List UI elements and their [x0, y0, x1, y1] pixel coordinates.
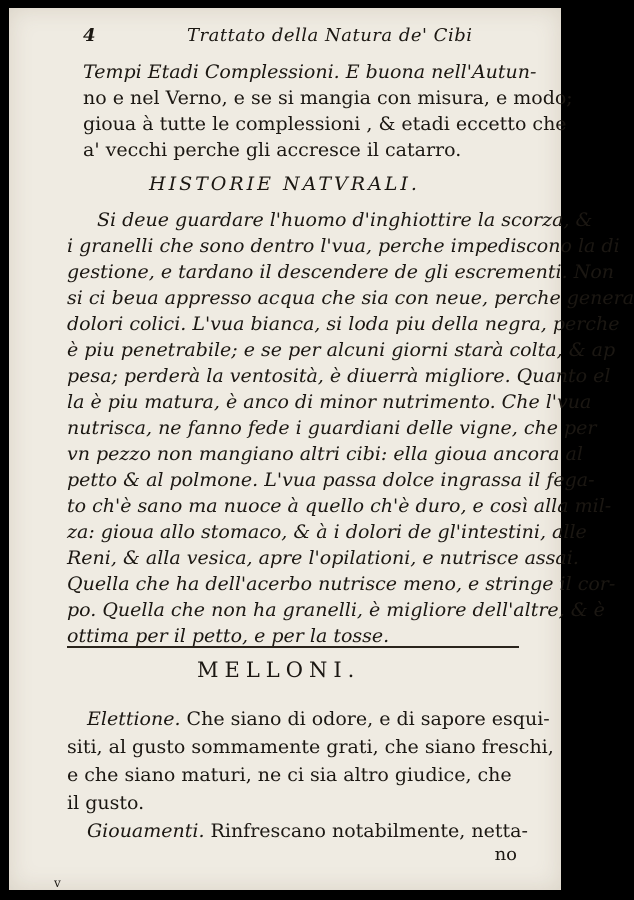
historie-line: si ci beua appresso acqua che sia con neue, perche genera [67, 287, 634, 309]
historie-line: Si deue guardare l'huomo d'inghiottire la scorza, & [97, 209, 593, 231]
intro-line: Tempi Etadi Complessioni. E buona nell'Autun- [83, 61, 537, 83]
historie-line: za: gioua allo stomaco, & à i dolori de gl'intestini, alle [67, 521, 587, 543]
historie-line: dolori colici. L'vua bianca, si loda piu della negra, perche [67, 313, 620, 335]
melloni-line: e che siano maturi, ne ci sia altro giudice, che [67, 764, 512, 786]
historie-line: pesa; perderà la ventosità, è diuerrà migliore. Quanto el [67, 365, 611, 387]
section-heading-historie: HISTORIE NATVRALI. [149, 173, 420, 195]
catchword: no [494, 844, 517, 865]
historie-line: ottima per il petto, e per la tosse. [67, 625, 390, 647]
giouamenti-text: Rinfrescano notabilmente, netta- [204, 820, 528, 842]
running-head-title: Trattato della Natura de' Cibi [187, 25, 473, 46]
historie-line: gestione, e tardano il descendere de gli escrementi. Non [67, 261, 615, 283]
historie-line: è piu penetrabile; e se per alcuni giorni starà colta, & ap [67, 339, 616, 361]
intro-line: no e nel Verno, e se si mangia con misura, e modo; [83, 87, 573, 109]
book-page [9, 8, 634, 890]
elettione-label: Elettione. [87, 708, 181, 730]
historie-line: Quella che ha dell'acerbo nutrisce meno, e stringe il cor- [67, 573, 616, 595]
melloni-line [87, 820, 528, 842]
historie-line: i granelli che sono dentro l'vua, perche impediscono la di [67, 235, 620, 257]
historie-line: Reni, & alla vesica, apre l'opilationi, e nutrisce assai. [67, 547, 579, 569]
giouamenti-label: Giouamenti. [87, 820, 205, 842]
historie-line: la è piu matura, è anco di minor nutrimento. Che l'vua [67, 391, 592, 413]
melloni-line [87, 708, 550, 730]
intro-line: a' vecchi perche gli accresce il catarro. [83, 139, 462, 161]
melloni-line: siti, al gusto sommamente grati, che siano freschi, [67, 736, 554, 758]
elettione-text: Che siano di odore, e di sapore esqui- [180, 708, 550, 730]
page-number: 4 [83, 25, 96, 46]
historie-line: petto & al polmone. L'vua passa dolce ingrassa il fega- [67, 469, 595, 491]
historie-line: po. Quella che non ha granelli, è migliore dell'altre, & è [67, 599, 605, 621]
margin-mark: v [54, 876, 61, 890]
melloni-line: il gusto. [67, 792, 145, 814]
historie-line: vn pezzo non mangiano altri cibi: ella gioua ancora al [67, 443, 583, 465]
section-divider [67, 646, 519, 648]
historie-line: to ch'è sano ma nuoce à quello ch'è duro, e così alla mil- [67, 495, 612, 517]
historie-line: nutrisca, ne fanno fede i guardiani delle vigne, che per [67, 417, 597, 439]
section-heading-melloni: MELLONI. [197, 658, 361, 682]
intro-line: gioua à tutte le complessioni , & etadi eccetto che [83, 113, 567, 135]
